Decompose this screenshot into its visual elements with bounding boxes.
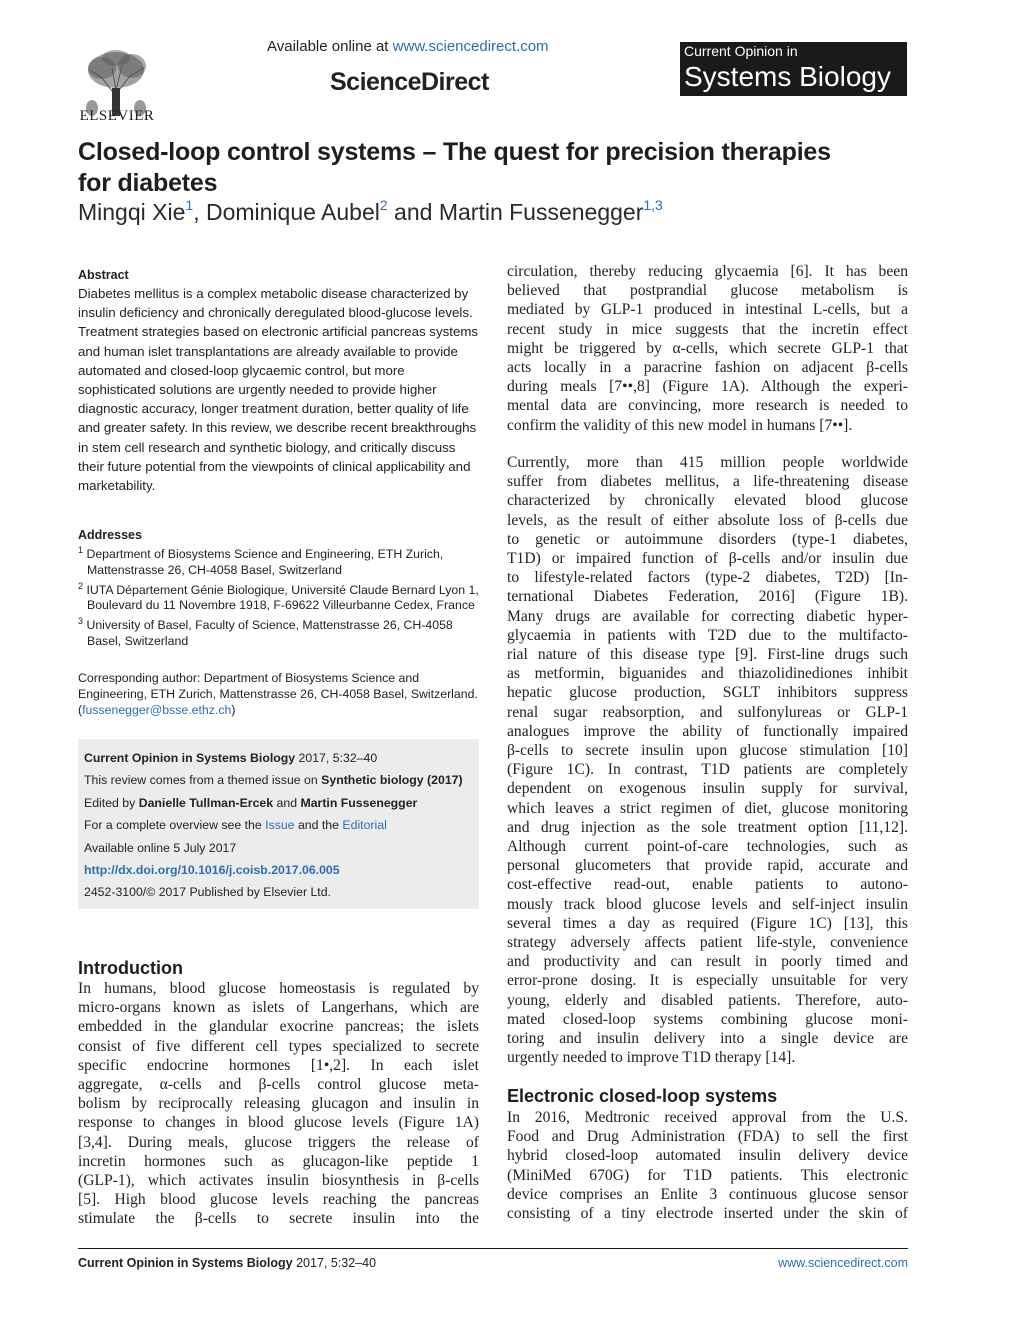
introduction-text [78, 979, 479, 1229]
address-list [78, 543, 480, 650]
electronic-closed-loop-heading: Electronic closed-loop systems [507, 1086, 778, 1106]
info-journal-rest: 2017, 5:32–40 [295, 751, 378, 765]
corresponding-text: Corresponding author: Department of Biosystems Science and Engineering, ETH Zurich, Mattenstrasse 26, CH-4058 Basel, Switzerland. ( [78, 671, 478, 717]
address-item [78, 543, 480, 579]
paragraph-prevalence [507, 453, 908, 1068]
editorial-link[interactable]: Editorial [342, 818, 387, 833]
text-line: glycaemia in patients with T2D due to the multifacto- [507, 626, 908, 644]
text-line: device comprises an Enlite 3 continuous glucose sensor [507, 1185, 908, 1203]
text-line: might be triggered by α-cells, which secrete GLP-1 that [507, 339, 908, 357]
text-line: error-prone dosing. It is especially unsuitable for very [507, 972, 908, 990]
address-number: 1 [78, 545, 84, 555]
journal-banner-top: Current Opinion in [684, 43, 798, 59]
text-line: to genetic or autoimmune disorders (type-1 diabetes, [507, 530, 908, 548]
text-line: hybrid closed-loop automated insulin delivery device [507, 1147, 908, 1165]
text-line: Currently, more than 415 million people worldwide [507, 454, 908, 471]
author-list [78, 197, 663, 226]
text-line: acts locally in a paracrine fashion on adjacent β-cells [507, 359, 908, 377]
author-affiliation[interactable]: 2 [379, 197, 388, 213]
info-overview-and: and the [294, 818, 343, 833]
info-journal [84, 750, 473, 772]
info-editor: Danielle Tullman-Ercek [138, 795, 274, 810]
paragraph-incretin [507, 262, 908, 435]
info-overview-prefix: For a complete overview see the [84, 818, 266, 833]
text-line: aggregate, α-cells and β-cells control glucose meta- [78, 1076, 479, 1094]
text-line: to lifestyle-related factors (type-2 diabetes, T2D) [In- [507, 569, 908, 587]
text-line: consist of five different cell types specialized to secrete [78, 1037, 479, 1055]
info-copyright: 2452-3100/© 2017 Published by Elsevier Ltd. [84, 885, 331, 900]
text-line: ternational Diabetes Federation, 2016] (Figure 1B). [507, 588, 908, 606]
text-line: response to changes in blood glucose levels (Figure 1A) [78, 1114, 479, 1132]
text-line: micro-organs known as islets of Langerhans, which are [78, 999, 479, 1017]
text-line: several times a day as required (Figure 1C) [13], this [507, 914, 908, 932]
electronic-closed-loop-text [507, 1108, 908, 1223]
text-line: renal sugar reabsorption, and sulfonylureas or GLP-1 [507, 703, 908, 721]
text-line: (GLP-1), which activates insulin biosynthesis in β-cells [78, 1172, 479, 1190]
text-line: and drug injection as the sole treatment option [11,12]. [507, 818, 908, 836]
info-edited-prefix: Edited by [84, 795, 139, 810]
text-line: hepatic glucose production, SGLT inhibitors suppress [507, 684, 908, 702]
text-line: specific endocrine hormones [1•,2]. In each islet [78, 1056, 479, 1074]
article-title: Closed-loop control systems – The quest for precision therapies for diabetes [78, 138, 831, 197]
text-line: recent study in mice suggests that the incretin effect [507, 320, 908, 338]
text-line: embedded in the glandular exocrine pancreas; the islets [78, 1018, 479, 1036]
platform-name[interactable]: ScienceDirect [330, 68, 489, 96]
addresses-heading: Addresses [78, 528, 142, 542]
availability-prefix: Available online at [267, 38, 393, 55]
info-editors [84, 795, 473, 817]
text-line: In humans, blood glucose homeostasis is regulated by [78, 980, 479, 997]
info-journal-name: Current Opinion in Systems Biology [84, 751, 296, 765]
address-text: University of Basel, Faculty of Science, Mattenstrasse 26, CH-4058 Basel, Switzerland [86, 618, 453, 648]
text-line: urgently needed to improve T1D therapy [14]. [507, 1049, 796, 1067]
text-line: [5]. High blood glucose levels reaching the pancreas [78, 1191, 479, 1209]
info-edited-and: and [273, 795, 301, 810]
text-line: (Figure 1C). In contrast, T1D patients are completely [507, 761, 908, 779]
info-doi [84, 862, 473, 884]
footer-divider [78, 1248, 908, 1249]
author-name[interactable]: Mingqi Xie [78, 199, 186, 225]
address-item [78, 579, 480, 615]
text-line: analogues improve the ability of functionally impaired [507, 722, 908, 740]
address-number: 3 [78, 616, 84, 626]
text-line: young, elderly and disabled patients. Therefore, auto- [507, 991, 908, 1009]
text-line: as metformin, biguanides and thiazolidinediones inhibit [507, 665, 908, 683]
corresponding-close: ) [231, 703, 236, 717]
text-line: personal glucometers that provide rapid, accurate and [507, 857, 908, 875]
text-line: T1D) or impaired function of β-cells and/or insulin due [507, 550, 908, 568]
publisher-name: ELSEVIER [79, 108, 155, 124]
text-line: cost-effective read-out, enable patients to autono- [507, 876, 908, 894]
footer-journal: Current Opinion in Systems Biology [78, 1256, 293, 1270]
text-line: during meals [7••,8] (Figure 1A). Although the experi- [507, 378, 908, 396]
issue-link[interactable]: Issue [265, 818, 295, 833]
text-line: mediated by GLP-1 produced in intestinal L-cells, but a [507, 301, 908, 319]
text-line: dependent on exogenous insulin supply for survival, [507, 780, 908, 798]
address-number: 2 [78, 580, 84, 591]
footer-citation [78, 1256, 376, 1270]
text-line: toring and insulin delivery into a single device are [507, 1030, 908, 1048]
text-line: In 2016, Medtronic received approval from the U.S. [507, 1109, 908, 1126]
author-separator: and [387, 199, 439, 225]
author-name[interactable]: Martin Fussenegger [438, 199, 644, 225]
journal-banner-main: Systems Biology [684, 61, 891, 92]
text-line: and productivity and can result in poorly timed and [507, 953, 908, 971]
info-themed-prefix: This review comes from a themed issue on [84, 773, 322, 788]
text-line: mously track blood glucose levels and self-inject insulin [507, 895, 908, 913]
text-line: mental data are convincing, more research is needed to [507, 397, 908, 415]
text-line: suffer from diabetes mellitus, a life-threatening disease [507, 473, 908, 491]
text-line: consisting of a tiny electrode inserted under the skin of [507, 1205, 908, 1223]
text-line: β-cells to secrete insulin upon glucose stimulation [10] [507, 742, 908, 760]
corresponding-author [78, 670, 480, 718]
article-info-box [78, 739, 479, 909]
author-separator: , [193, 199, 206, 225]
info-available: Available online 5 July 2017 [84, 840, 237, 855]
text-line: Many drugs are available for correcting diabetic hyper- [507, 607, 908, 625]
text-line: levels, as the result of either absolute loss of β-cells due [507, 511, 908, 529]
text-line: mated closed-loop systems combining glucose moni- [507, 1010, 908, 1028]
author-name[interactable]: Dominique Aubel [205, 199, 380, 225]
availability-line [267, 38, 549, 55]
text-line: rial nature of this disease type [9]. First-line drugs such [507, 646, 908, 664]
info-editor: Martin Fussenegger [300, 795, 418, 810]
text-line: (MiniMed 670G) for T1D patients. This electronic [507, 1166, 908, 1184]
footer-url-link[interactable]: www.sciencedirect.com [778, 1256, 908, 1270]
text-line: circulation, thereby reducing glycaemia [6]. It has been [507, 263, 908, 280]
email-link[interactable]: fussenegger@bsse.ethz.ch [82, 703, 232, 717]
info-themed-topic: Synthetic biology (2017) [321, 773, 463, 788]
introduction-heading: Introduction [78, 958, 183, 978]
address-item [78, 614, 480, 650]
text-line: Although current point-of-care technologies, such as [507, 838, 908, 856]
text-line: strategy adversely affects patient life-style, convenience [507, 934, 908, 952]
text-line: incretin hormones such as glucagon-like peptide 1 [78, 1152, 479, 1170]
text-line: which leaves a strict regimen of diet, glucose monitoring [507, 799, 908, 817]
text-line: Food and Drug Administration (FDA) to sell the first [507, 1128, 908, 1146]
text-line: characterized by chronically elevated blood glucose [507, 492, 908, 510]
abstract-heading: Abstract [78, 268, 129, 282]
author-affiliation[interactable]: 1 [185, 197, 194, 213]
author-affiliation[interactable]: 1,3 [643, 197, 663, 213]
text-line: bolism by reciprocally releasing glucagon and insulin in [78, 1095, 479, 1113]
info-overview [84, 817, 473, 839]
text-line: confirm the validity of this new model in humans [7••]. [507, 416, 853, 434]
info-themed [84, 772, 473, 794]
text-line: [3,4]. During meals, glucose triggers the release of [78, 1133, 479, 1151]
journal-banner[interactable] [680, 42, 907, 96]
address-text: IUTA Département Génie Biologique, Université Claude Bernard Lyon 1, Boulevard du 11 Novembre 1918, F-69622 Villeurbanne Cedex, France [86, 582, 479, 613]
abstract-text: Diabetes mellitus is a complex metabolic disease characterized by insulin deficiency and chronically deregulated blood-glucose levels. Treatment strategies based on electronic artificial pancreas systems and human islet transplantations are already available to provide automated and closed-loop glycaemic control, but more sophisticated solutions are urgently needed to provide higher diagnostic accuracy, longer treatment duration, better quality of life and greater safety. In this review, we describe recent breakthroughs in stem cell research and synthetic biology, and critically discuss their future potential from the viewpoints of clinical applicability and marketability. [78, 286, 479, 494]
text-line: believed that postprandial glucose metabolism is [507, 282, 908, 300]
address-text: Department of Biosystems Science and Engineering, ETH Zurich, Mattenstrasse 26, CH-4058 Basel, Switzerland [86, 547, 444, 577]
sciencedirect-link[interactable]: www.sciencedirect.com [392, 38, 549, 55]
doi-link[interactable]: http://dx.doi.org/10.1016/j.coisb.2017.06.005 [84, 862, 340, 877]
text-line: stimulate the β-cells to secrete insulin into the [78, 1210, 479, 1228]
footer-citation-text: 2017, 5:32–40 [292, 1256, 377, 1270]
